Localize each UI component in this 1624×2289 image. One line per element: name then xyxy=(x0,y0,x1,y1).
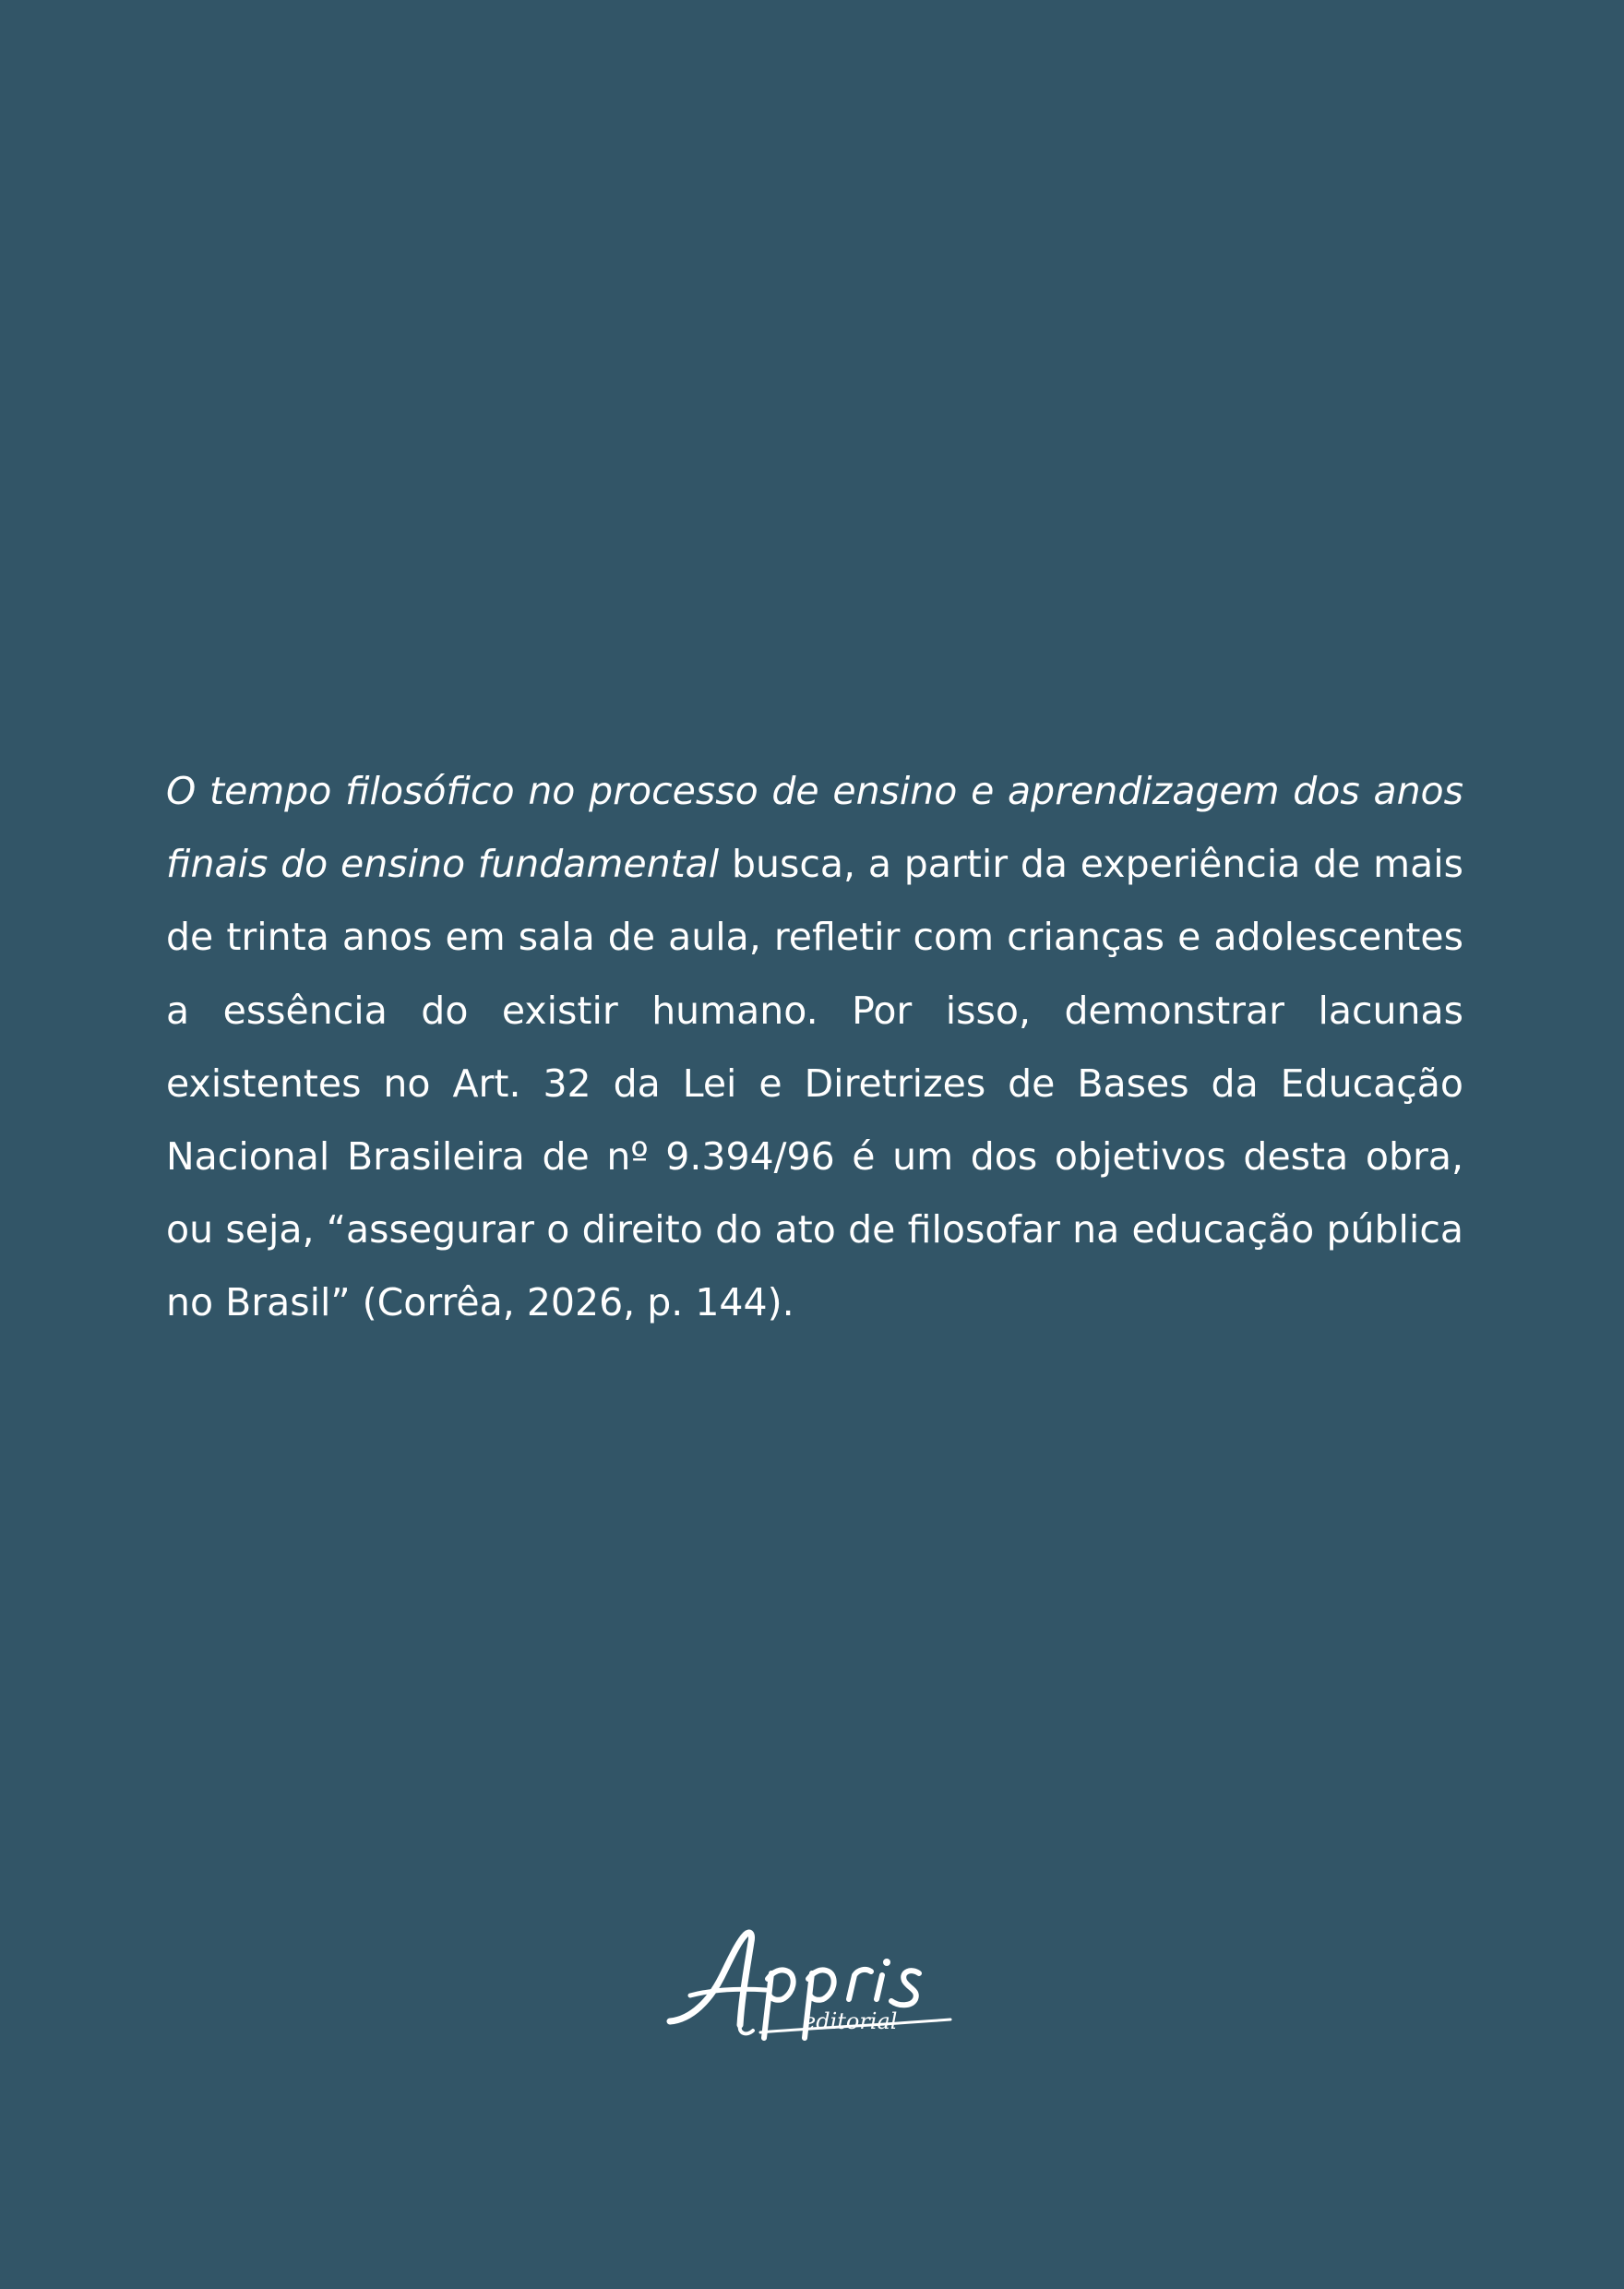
blurb-body: busca, a partir da experiência de mais de trinta anos em sala de aula, refletir com crianças e adolescentes a essência do existir humano. Por isso, demonstrar lacunas existentes no Art. 32 da Lei e Diretrizes de Bases da Educação Nacional Brasileira de nº 9.394/96 é um dos objetivos desta obra, ou seja, “assegurar o direito do ato de filosofar na educação pública no Brasil” (Corrêa, 2026, p. 144). xyxy=(166,842,1463,1325)
logo-editorial-text: editorial xyxy=(803,2008,898,2034)
back-cover-blurb xyxy=(166,755,1463,1340)
appris-editorial-logo xyxy=(664,1911,969,2049)
book-title-italic: O tempo filosófico no processo de ensino e aprendizagem dos anos finais do ensino fundamental xyxy=(166,769,1463,887)
logo-drawing xyxy=(664,1911,969,2049)
